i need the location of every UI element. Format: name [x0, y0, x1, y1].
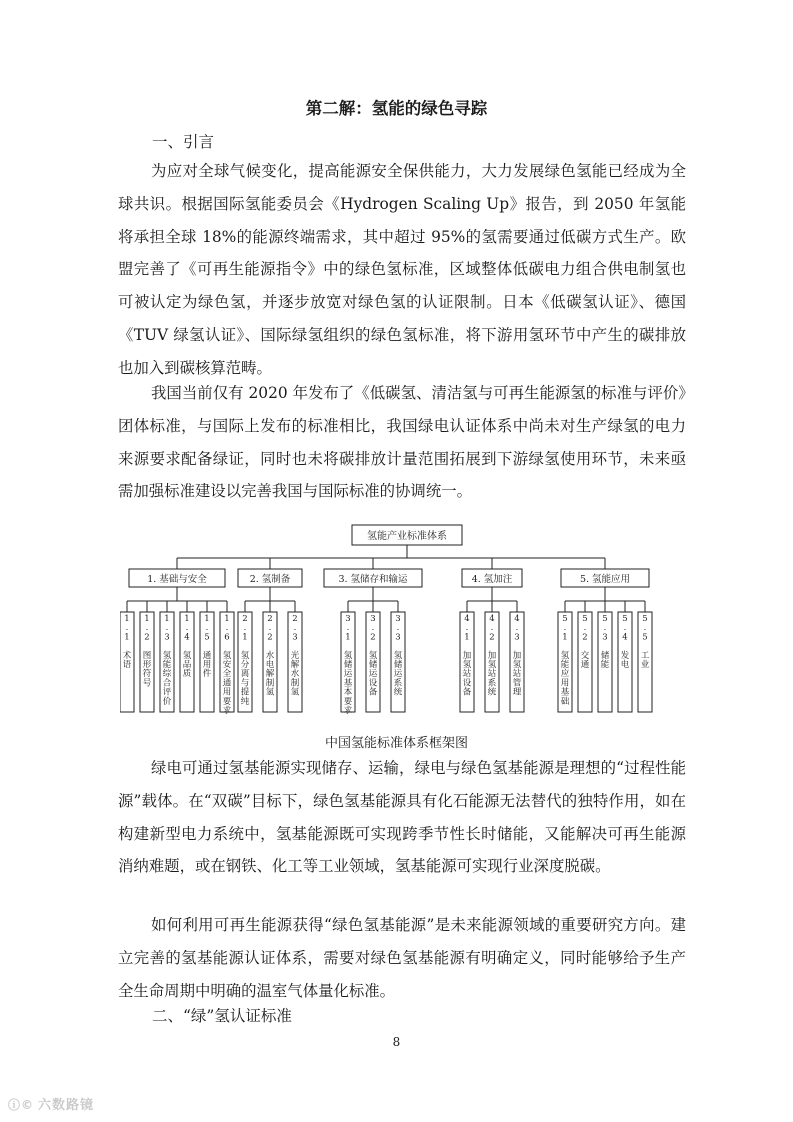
group-label: 2. 氢制备	[249, 574, 291, 585]
item-label: 3 . 3 氢储运系统	[393, 614, 403, 698]
paragraph-4: 如何利用可再生能源获得“绿色氢基能源”是未来能源领域的重要研究方向。建立完善的氢基能源认证体系，需要对绿色氢基能源有明确定义，同时能够给予生产全生命周期中明确的温室气体量化标准。	[118, 916, 686, 1000]
figure-caption: 中国氢能标准体系框架图	[324, 736, 468, 751]
group-label: 4. 氢加注	[471, 574, 513, 585]
item-label: 5 . 2 交通	[580, 614, 590, 670]
item-label: 1 . 1 术语	[122, 614, 132, 670]
item-label: 1 . 2 图形符号	[142, 614, 152, 689]
item-label: 2 . 1 氢分离与提纯	[240, 614, 250, 707]
item-label: 5 . 1 氢能应用基础	[560, 614, 570, 707]
root-label: 氢能产业标准体系	[367, 531, 447, 542]
paragraph-1: 为应对全球气候变化，提高能源安全保供能力，大力发展绿色氢能已经成为全球共识。根据国际氢能委员会《Hydrogen Scaling Up》报告，到 2050 年氢能将承担全球 18%的能源终端需求，其中超过 95%的氢需要通过低碳方式生产。欧盟完善了《可再生能源指令》中的绿色氢标准，区域整体低碳电力组合供电制氢也可被认定为绿色氢，并逐步放宽对绿色氢的认证限制。日本《低碳氢认证》、德国《TUV 绿氢认证》、国际绿氢组织的绿色氢标准，将下游用氢环节中产生的碳排放也加入到碳核算范畴。	[118, 162, 686, 377]
group-label: 1. 基础与安全	[147, 574, 207, 585]
item-label: 3 . 2 氢储运设备	[368, 614, 378, 698]
paragraph-2: 我国当前仅有 2020 年发布了《低碳氢、清洁氢与可再生能源氢的标准与评价》团体标准，与国际上发布的标准相比，我国绿电认证体系中尚未对生产绿氢的电力来源要求配备绿证，同时也未将碳排放计量范围拓展到下游绿氢使用环节，未来亟需加强标准建设以完善我国与国际标准的协调统一。	[118, 384, 686, 501]
group-label: 5. 氢能应用	[579, 574, 631, 585]
watermark	[8, 1094, 94, 1113]
page-title: 第二解：氢能的绿色寻踪	[305, 99, 488, 118]
section-heading-intro: 一、引言	[152, 133, 215, 151]
watermark-logo-icon: ⓘ©	[8, 1098, 35, 1112]
section-heading-2: 二、“绿”氢认证标准	[152, 1007, 292, 1025]
group-label: 3. 氢储存和输运	[338, 574, 408, 585]
item-label: 1 . 3 氢能综合评价	[162, 614, 172, 707]
page-number: 8	[392, 1035, 401, 1049]
item-label: 2 . 3 光解水制氢	[290, 614, 300, 698]
item-label: 5 . 3 储能	[600, 614, 610, 670]
item-label: 4 . 2 加氢站系统	[487, 614, 497, 698]
item-label: 5 . 4 发电	[620, 614, 630, 670]
paragraph-3: 绿电可通过氢基能源实现储存、运输，绿电与绿色氢基能源是理想的“过程性能源”载体。在“双碳”目标下，绿色氢基能源具有化石能源无法替代的独特作用，如在构建新型电力系统中，氢基能源既可实现跨季节性长时储能，又能解决可再生能源消纳难题，或在钢铁、化工等工业领域，氢基能源可实现行业深度脱碳。	[118, 759, 686, 876]
item-label: 3 . 1 氢储运基本要求	[343, 614, 353, 716]
watermark-text: 六数路镜	[38, 1098, 95, 1113]
item-label: 4 . 1 加氢站设备	[462, 614, 472, 698]
item-label: 5 . 5 工业	[640, 614, 650, 670]
item-label: 1 . 6 氢安全通用要求	[222, 614, 232, 716]
standards-framework-diagram	[120, 513, 676, 723]
item-label: 1 . 5 通用件	[202, 614, 212, 680]
item-label: 2 . 2 水电解制氢	[265, 614, 275, 698]
item-label: 1 . 4 氢品质	[182, 614, 192, 680]
item-label: 4 . 3 加氢站管理	[512, 614, 522, 698]
